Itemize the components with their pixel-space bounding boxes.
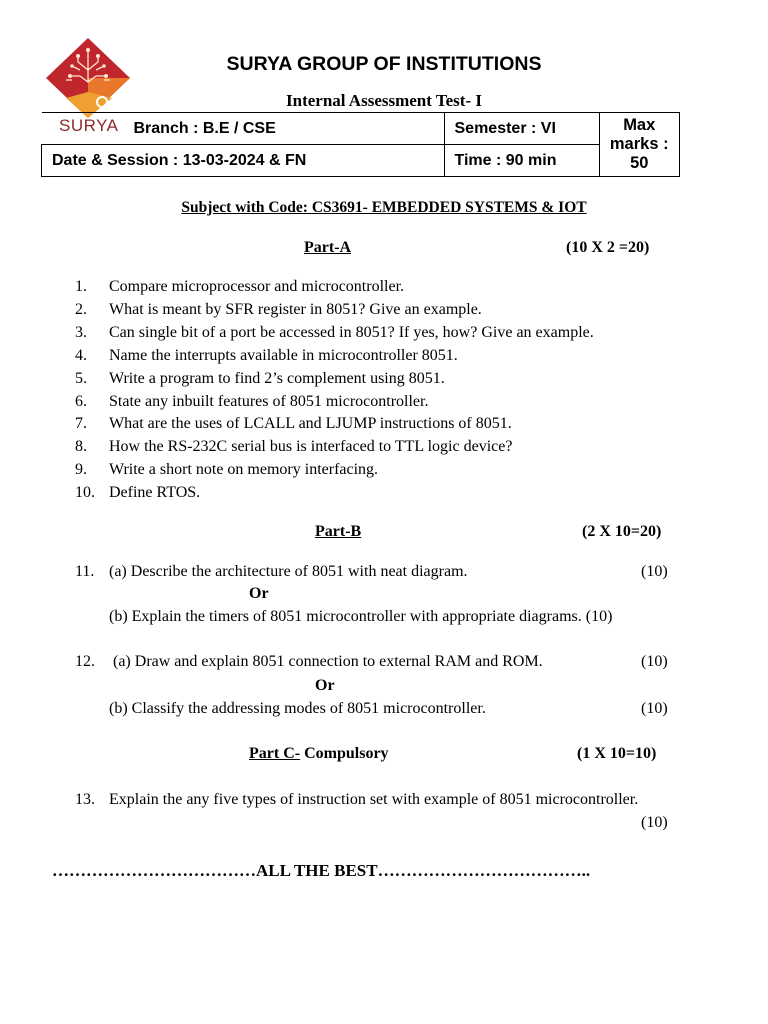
question-text: State any inbuilt features of 8051 microcontroller. — [109, 392, 429, 410]
subject-title: Subject with Code: CS3691- EMBEDDED SYSTEMS & IOT — [181, 199, 587, 216]
question-12a-marks: (10) — [641, 653, 668, 670]
question-number: 5. — [75, 369, 87, 387]
question-9 — [75, 459, 378, 481]
question-10 — [75, 482, 200, 504]
question-number: 3. — [75, 323, 87, 341]
question-12a: 12. (a) Draw and explain 8051 connection to external RAM and ROM. — [75, 653, 543, 670]
semester-cell: Semester : VI — [444, 113, 599, 145]
question-13: 13. Explain the any five types of instruction set with example of 8051 microcontroller. — [75, 791, 639, 808]
question-13-marks: (10) — [641, 814, 668, 831]
institution-title: SURYA GROUP OF INSTITUTIONS — [226, 53, 542, 75]
time-cell: Time : 90 min — [444, 145, 599, 177]
date-session-cell: Date & Session : 13-03-2024 & FN — [42, 145, 445, 177]
question-5 — [75, 368, 445, 390]
question-6 — [75, 391, 428, 413]
question-number: 2. — [75, 300, 87, 318]
part-a-marks: (10 X 2 =20) — [566, 239, 650, 256]
question-number: 6. — [75, 392, 87, 410]
question-number: 8. — [75, 438, 87, 456]
question-number: 10. — [75, 484, 95, 502]
part-b-marks: (2 X 10=20) — [582, 523, 662, 540]
question-number: 9. — [75, 461, 87, 479]
question-11-or: Or — [249, 585, 269, 602]
part-c-title: Part C- Compulsory — [249, 745, 389, 762]
question-12-or: Or — [315, 677, 335, 694]
question-12b-marks: (10) — [641, 700, 668, 717]
question-11a-marks: (10) — [641, 563, 668, 580]
question-number: 4. — [75, 346, 87, 364]
part-b-title: Part-B — [315, 523, 362, 540]
max-marks-cell: Max marks : 50 — [599, 113, 680, 177]
question-text: Define RTOS. — [109, 484, 201, 502]
part-c-marks: (1 X 10=10) — [577, 745, 657, 762]
branch-cell: Branch : B.E / CSE — [42, 113, 445, 145]
test-title: Internal Assessment Test- I — [286, 91, 482, 110]
question-12b: (b) Classify the addressing modes of 8051 microcontroller. — [109, 700, 486, 717]
question-2 — [75, 299, 482, 321]
question-7 — [75, 413, 512, 435]
question-4 — [75, 345, 458, 367]
question-3 — [75, 322, 594, 344]
question-text: How the RS-232C serial bus is interfaced to TTL logic device? — [109, 438, 513, 456]
question-11a: 11. (a) Describe the architecture of 8051 with neat diagram. — [75, 563, 468, 580]
exam-info-table — [41, 112, 680, 177]
question-8 — [75, 436, 512, 458]
question-number: 1. — [75, 278, 87, 295]
question-text: What is meant by SFR register in 8051? Give an example. — [109, 300, 482, 318]
footer-all-the-best: ………………………………ALL THE BEST……………………………….. — [52, 861, 591, 880]
question-11b: (b) Explain the timers of 8051 microcontroller with appropriate diagrams. (10) — [109, 608, 613, 625]
question-number: 7. — [75, 415, 87, 433]
question-text: Write a program to find 2’s complement using 8051. — [109, 369, 445, 387]
part-a-title: Part-A — [304, 239, 352, 256]
question-text: Compare microprocessor and microcontroller. — [109, 278, 405, 295]
logo-wordmark: SURYA — [59, 116, 119, 135]
question-text: Can single bit of a port be accessed in 8051? If yes, how? Give an example. — [109, 323, 594, 341]
question-text: What are the uses of LCALL and LJUMP instructions of 8051. — [109, 415, 512, 433]
question-text: Name the interrupts available in microcontroller 8051. — [109, 346, 458, 364]
question-1 — [75, 276, 404, 298]
question-text: Write a short note on memory interfacing. — [109, 461, 379, 479]
